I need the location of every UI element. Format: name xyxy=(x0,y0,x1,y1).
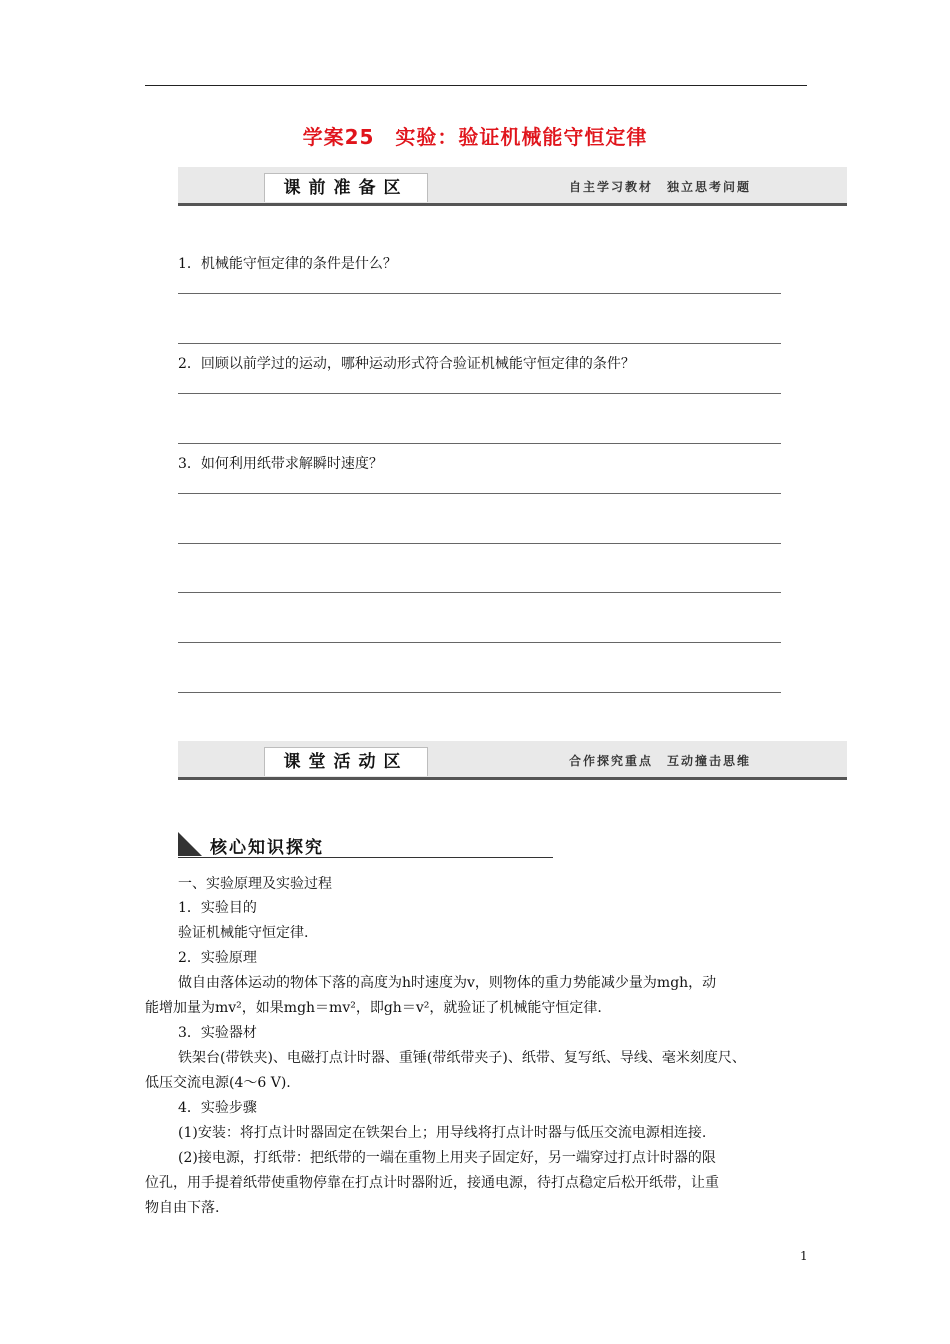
item-heading: 2．实验原理 xyxy=(178,950,257,966)
item-heading: 1．实验目的 xyxy=(178,900,257,916)
item-text: 低压交流电源(4～6 V). xyxy=(145,1075,291,1091)
answer-line xyxy=(178,393,781,394)
section-heading xyxy=(178,832,553,858)
banner-subtitle: 自主学习教材 独立思考问题 xyxy=(568,180,751,194)
step-text: (1)安装：将打点计时器固定在铁架台上；用导线将打点计时器与低压交流电源相连接. xyxy=(178,1125,707,1141)
answer-line xyxy=(178,443,781,444)
step-text: 物自由下落. xyxy=(145,1200,220,1216)
section-title: 核心知识探究 xyxy=(210,838,324,858)
banner-tab-label: 课前准备区 xyxy=(264,173,428,202)
content-heading: 一、实验原理及实验过程 xyxy=(178,876,332,892)
answer-line xyxy=(178,692,781,693)
item-text: 做自由落体运动的物体下落的高度为h时速度为v，则物体的重力势能减少量为mgh，动 xyxy=(178,975,717,991)
answer-line xyxy=(178,543,781,544)
step-text: 位孔，用手提着纸带使重物停靠在打点计时器附近，接通电源，待打点稳定后松开纸带，让重 xyxy=(145,1175,719,1191)
document-title: 学案25 实验：验证机械能守恒定律 xyxy=(302,125,648,149)
item-heading: 3．实验器材 xyxy=(178,1025,257,1041)
question-3: 3．如何利用纸带求解瞬时速度？ xyxy=(178,456,383,472)
answer-line xyxy=(178,293,781,294)
item-text: 铁架台(带铁夹)、电磁打点计时器、重锤(带纸带夹子)、纸带、复写纸、导线、毫米刻度尺、 xyxy=(178,1050,746,1066)
answer-line xyxy=(178,343,781,344)
step-text: (2)接电源，打纸带：把纸带的一端在重物上用夹子固定好，另一端穿过打点计时器的限 xyxy=(178,1150,716,1166)
banner-tab-label: 课堂活动区 xyxy=(264,747,428,776)
answer-line xyxy=(178,592,781,593)
section-banner-class xyxy=(178,741,847,780)
page-number: 1 xyxy=(800,1249,808,1263)
section-banner-prep xyxy=(178,167,847,206)
question-1: 1．机械能守恒定律的条件是什么？ xyxy=(178,256,397,272)
triangle-marker-icon xyxy=(178,832,202,856)
item-text: 验证机械能守恒定律. xyxy=(178,925,309,941)
question-2: 2．回顾以前学过的运动，哪种运动形式符合验证机械能守恒定律的条件？ xyxy=(178,356,635,372)
item-heading: 4．实验步骤 xyxy=(178,1100,257,1116)
answer-line xyxy=(178,642,781,643)
header-rule xyxy=(145,85,807,86)
item-text: 能增加量为mv²，如果mgh＝mv²，即gh＝v²，就验证了机械能守恒定律. xyxy=(145,1000,602,1016)
answer-line xyxy=(178,493,781,494)
banner-subtitle: 合作探究重点 互动撞击思维 xyxy=(568,754,751,768)
